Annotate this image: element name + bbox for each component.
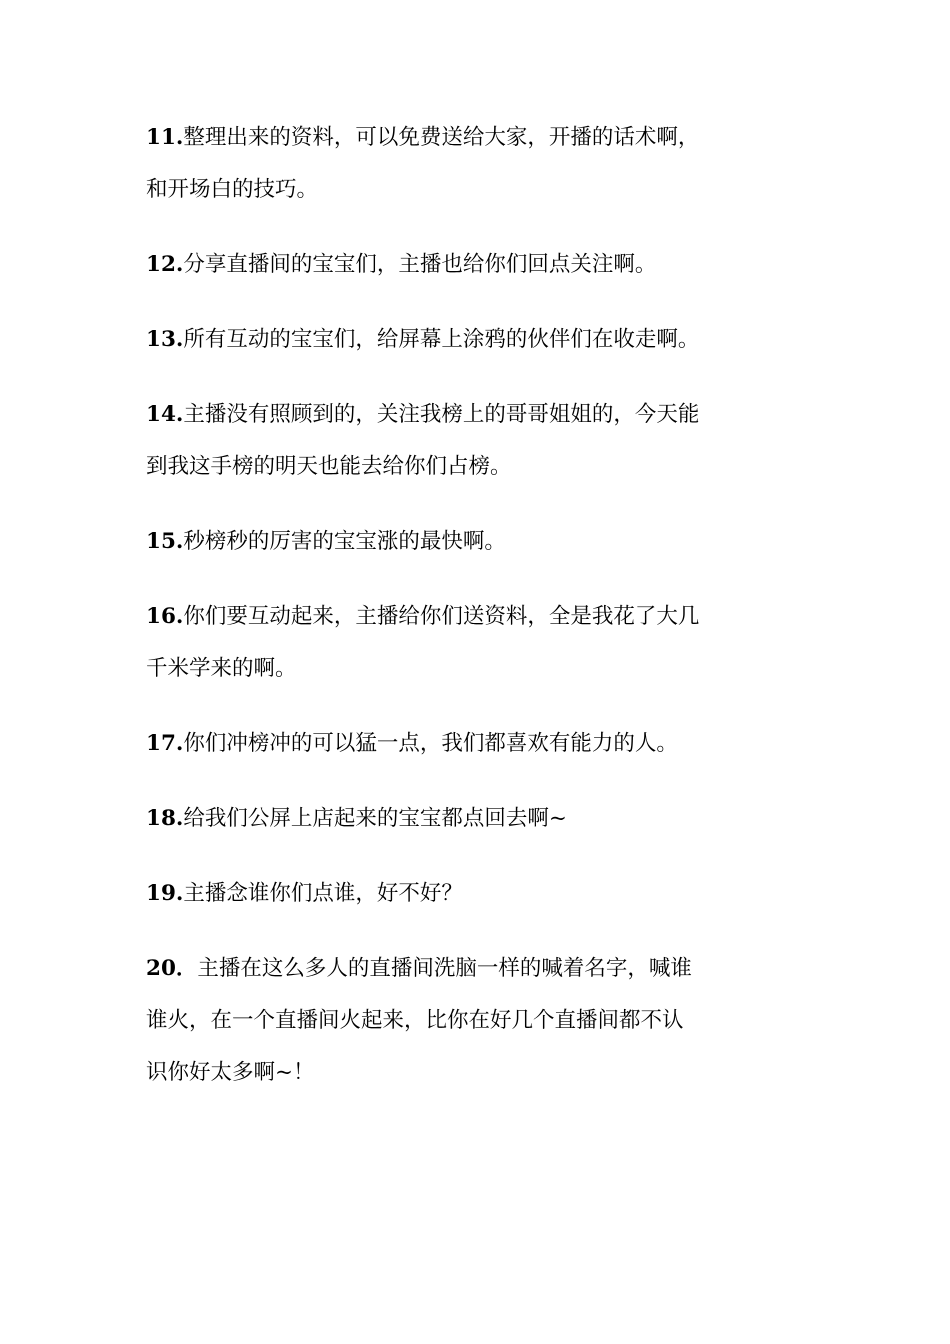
list-item-20 — [146, 943, 806, 1099]
item-text: 主播没有照顾到的，关注我榜上的哥哥姐姐的，今天能 — [183, 402, 700, 427]
list-item-12 — [146, 239, 806, 291]
item-text: 你们冲榜冲的可以猛一点，我们都喜欢有能力的人。 — [183, 731, 678, 756]
list-item-19 — [146, 868, 806, 920]
item-text: 给我们公屏上店起来的宝宝都点回去啊~ — [183, 806, 567, 831]
list-item-15 — [146, 516, 806, 568]
item-line — [146, 516, 806, 568]
item-text: 主播念谁你们点谁，好不好？ — [183, 881, 463, 906]
item-text: 分享直播间的宝宝们，主播也给你们回点关注啊。 — [183, 252, 657, 277]
item-number: 19. — [146, 881, 184, 906]
list-item-11 — [146, 112, 806, 216]
item-line — [146, 943, 806, 995]
item-line — [146, 389, 806, 441]
item-number: 15. — [146, 529, 184, 554]
item-line — [146, 718, 806, 770]
item-line — [146, 591, 806, 643]
item-text: 整理出来的资料，可以免费送给大家，开播的话术啊， — [183, 125, 700, 150]
item-line: 识你好太多啊~！ — [146, 1060, 315, 1085]
item-number: 18. — [146, 806, 184, 831]
item-text: 秒榜秒的厉害的宝宝涨的最快啊。 — [183, 529, 506, 554]
item-text: 所有互动的宝宝们，给屏幕上涂鸦的伙伴们在收走啊。 — [183, 327, 700, 352]
item-text: 你们要互动起来，主播给你们送资料，全是我花了大几 — [183, 604, 700, 629]
document-body — [146, 112, 806, 1122]
item-number: 16. — [146, 604, 184, 629]
item-line: 千米学来的啊。 — [146, 656, 297, 681]
item-line — [146, 314, 806, 366]
list-item-18 — [146, 793, 806, 845]
list-item-14 — [146, 389, 806, 493]
item-number: 20． — [146, 956, 198, 981]
list-item-13 — [146, 314, 806, 366]
item-number: 14. — [146, 402, 184, 427]
item-number: 17. — [146, 731, 184, 756]
item-text: 主播在这么多人的直播间洗脑一样的喊着名字，喊谁 — [197, 956, 692, 981]
item-line — [146, 868, 806, 920]
item-line — [146, 112, 806, 164]
item-line: 谁火，在一个直播间火起来，比你在好几个直播间都不认 — [146, 1008, 684, 1033]
list-item-17 — [146, 718, 806, 770]
item-line: 到我这手榜的明天也能去给你们占榜。 — [146, 454, 512, 479]
item-number: 13. — [146, 327, 184, 352]
item-line: 和开场白的技巧。 — [146, 177, 319, 202]
item-line — [146, 239, 806, 291]
item-number: 11. — [146, 125, 184, 150]
list-item-16 — [146, 591, 806, 695]
item-line — [146, 793, 806, 845]
item-number: 12. — [146, 252, 184, 277]
